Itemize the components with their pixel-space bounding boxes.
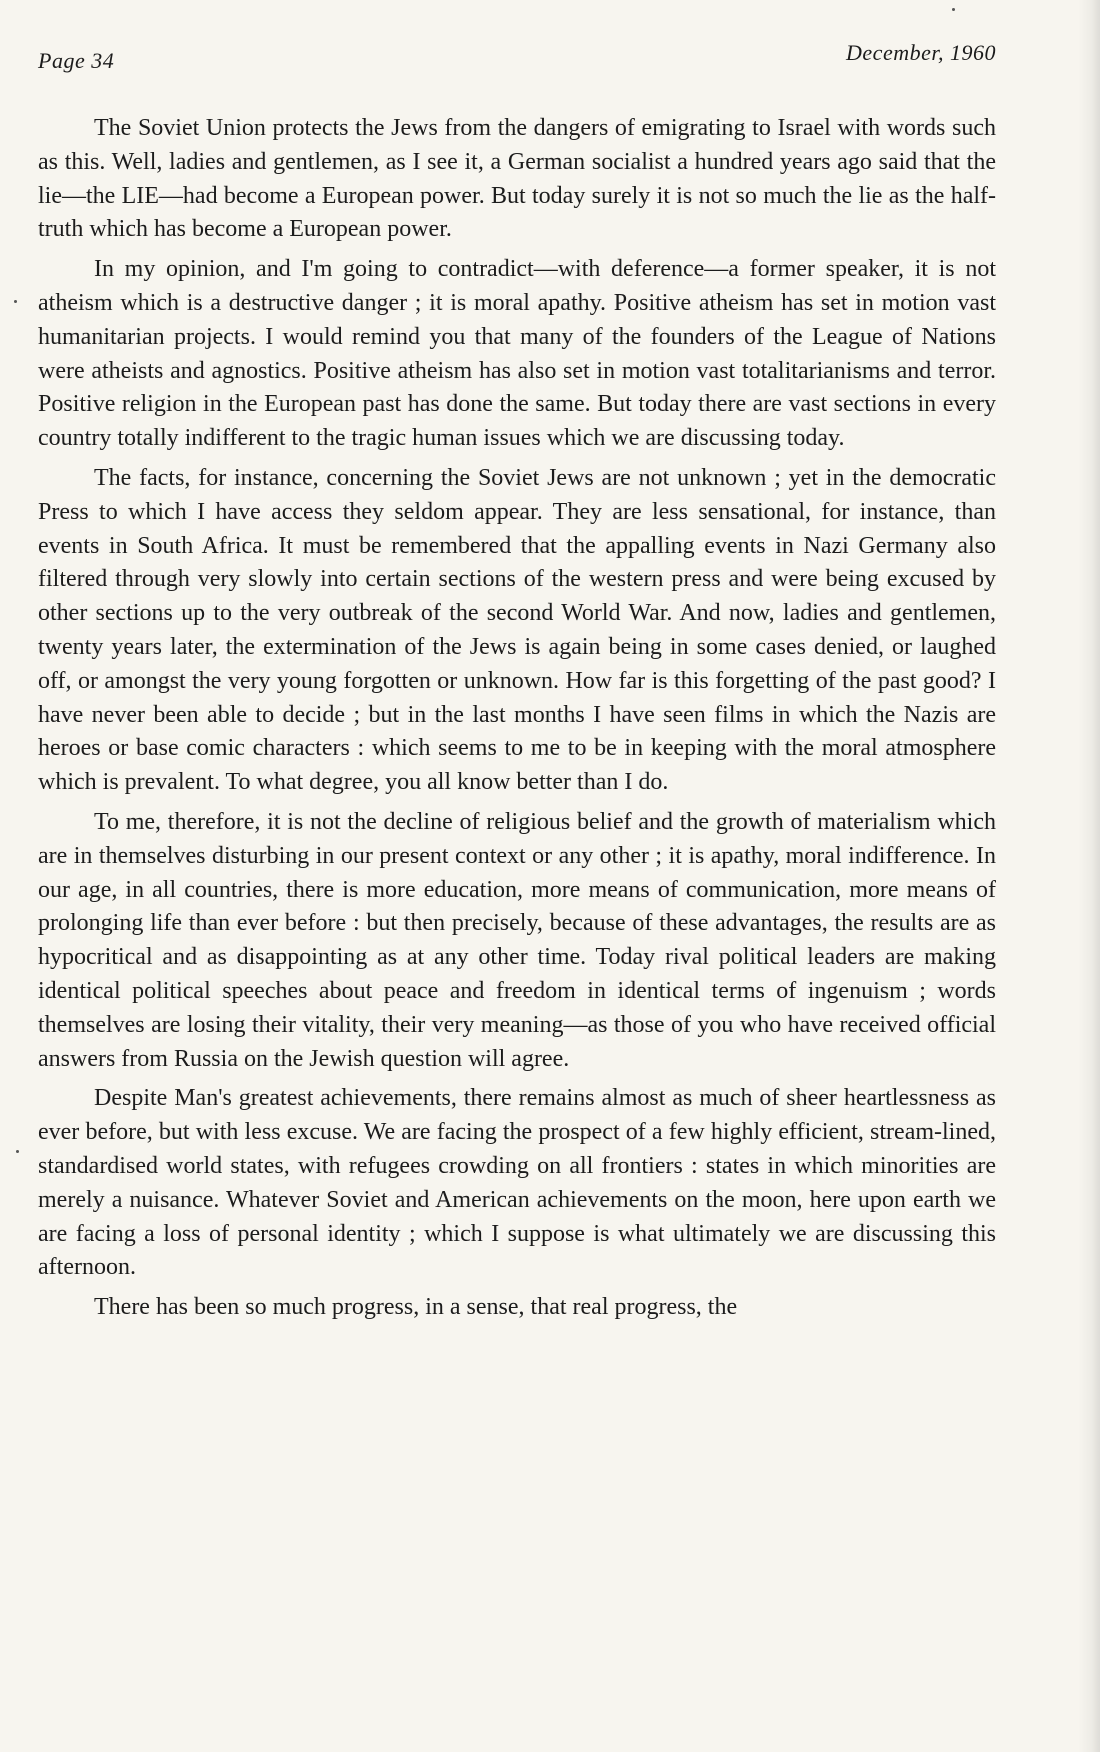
paragraph: The facts, for instance, concerning the Soviet Jews are not unknown ; yet in the democratic Press to which I have access they seldom appear. They are less sensational, for instance, than events in South Africa. It must be remembered that the appalling events in Nazi Germany also filtered through very slowly into certain sections of the western press and were being excused by other sections up to the very outbreak of the second World War. And now, ladies and gentlemen, twenty years later, the extermination of the Jews is again being in some cases denied, or laughed off, or amongst the very young forgotten or unknown. How far is this forgetting of the past good? I have never been able to decide ; but in the last months I have seen films in which the Nazis are heroes or base comic characters : which seems to me to be in keeping with the moral atmosphere which is prevalent. To what degree, you all know better than I do. [38, 464, 996, 796]
paragraph: In my opinion, and I'm going to contradict—with deference—a former speaker, it is not atheism which is a destructive danger ; it is moral apathy. Positive atheism has set in motion vast humanitarian projects. I would remind you that many of the founders of the League of Nations were atheists and agnostics. Positive atheism has also set in motion vast totalitarianisms and terror. Positive religion in the European past has done the same. But today there are vast sections in every country totally indifferent to the tragic human issues which we are discussing today. [38, 256, 996, 452]
paragraph: To me, therefore, it is not the decline of religious belief and the growth of materialism which are in themselves disturbing in our present context or any other ; it is apathy, moral indifference. In our age, in all countries, there is more education, more means of communication, more means of prolonging life than ever before : but then precisely, because of these advantages, the results are as hypocritical and as disappointing as at any other time. Today rival political leaders are making identical political speeches about peace and freedom in identical terms of ingenuism ; words themselves are losing their vitality, their very meaning—as those of you who have received official answers from Russia on the Jewish question will agree. [38, 808, 996, 1072]
scan-edge-shadow [1078, 0, 1100, 1752]
scan-speck [14, 300, 17, 303]
paragraph: The Soviet Union protects the Jews from the dangers of emigrating to Israel with words such as this. Well, ladies and gentlemen, as I see it, a German socialist a hundred years ago said that the lie—the LIE—had become a European power. But today surely it is not so much the lie as the half-truth which has become a European power. [38, 115, 996, 243]
article-body [38, 112, 996, 1325]
scan-speck [16, 1150, 19, 1153]
scan-speck [952, 8, 955, 11]
issue-date: December, 1960 [846, 40, 996, 65]
paragraph: There has been so much progress, in a sense, that real progress, the [94, 1294, 738, 1321]
page-number: Page 34 [38, 48, 115, 73]
paragraph: Despite Man's greatest achievements, there remains almost as much of sheer heartlessness as ever before, but with less excuse. We are facing the prospect of a few highly efficient, stream-lined, standardised world states, with refugees crowding on all frontiers : states in which minorities are merely a nuisance. Whatever Soviet and American achievements on the moon, here upon earth we are facing a loss of personal identity ; which I suppose is what ultimately we are discussing this afternoon. [38, 1085, 996, 1281]
